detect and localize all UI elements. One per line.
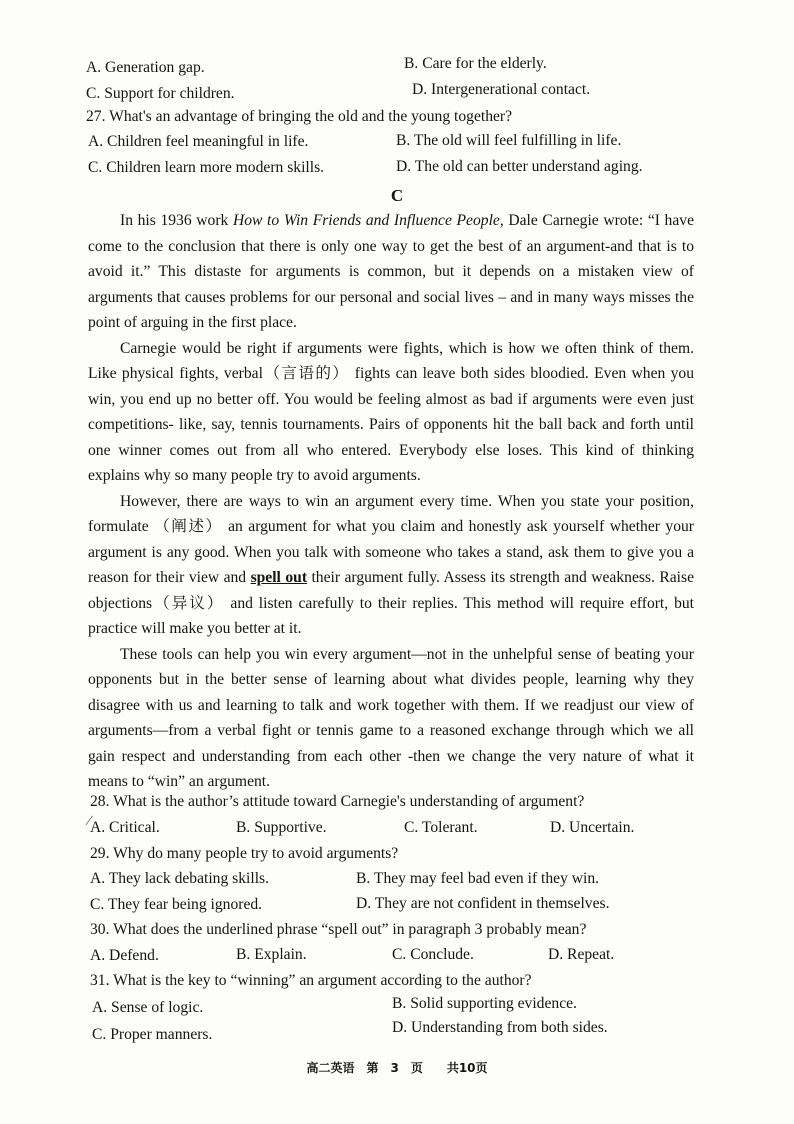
paragraph-3: However, there are ways to win an argument every time. When you state your position, formulate （阐述） an argument for what you claim and honestly ask yourself whether your argument is any good. When you talk with someone who takes a stand, ask them to give you a reason for their view and spell out their argument fully. Assess its strength and weakness. Raise objections（异议） and listen carefully to their replies. This method will require effort, but practice will make you better at it. bbox=[88, 492, 694, 637]
reading-passage bbox=[88, 208, 694, 795]
q28-option-a: A. Critical. bbox=[90, 819, 160, 836]
section-heading: C bbox=[390, 186, 404, 205]
q27-stem: 27. What's an advantage of bringing the old and the young together? bbox=[86, 108, 513, 125]
q28-option-b: B. Supportive. bbox=[236, 819, 327, 836]
q30-option-c: C. Conclude. bbox=[392, 946, 474, 963]
q31-stem: 31. What is the key to “winning” an argument according to the author? bbox=[90, 972, 532, 989]
q26-option-d: D. Intergenerational contact. bbox=[412, 81, 591, 98]
q26-option-c: C. Support for children. bbox=[86, 85, 235, 102]
q29-option-b: B. They may feel bad even if they win. bbox=[356, 870, 600, 887]
q29-option-d: D. They are not confident in themselves. bbox=[356, 895, 610, 912]
q27-option-d: D. The old can better understand aging. bbox=[396, 158, 643, 175]
q31-option-d: D. Understanding from both sides. bbox=[392, 1019, 608, 1036]
q26-option-a: A. Generation gap. bbox=[86, 59, 205, 76]
page-footer: 高二英语 第 3 页 共10页 bbox=[306, 1061, 488, 1075]
underlined-phrase: spell out bbox=[250, 569, 308, 586]
q28-stem: 28. What is the author’s attitude toward Carnegie's understanding of argument? bbox=[90, 793, 585, 810]
q31-option-c: C. Proper manners. bbox=[92, 1026, 213, 1043]
q28-option-d: D. Uncertain. bbox=[550, 819, 635, 836]
q28-option-c: C. Tolerant. bbox=[404, 819, 478, 836]
q31-option-a: A. Sense of logic. bbox=[92, 999, 204, 1016]
q30-stem: 30. What does the underlined phrase “spell out” in paragraph 3 probably mean? bbox=[90, 921, 587, 938]
q31-option-b: B. Solid supporting evidence. bbox=[392, 995, 577, 1012]
q30-option-d: D. Repeat. bbox=[548, 946, 615, 963]
q30-option-b: B. Explain. bbox=[236, 946, 307, 963]
q27-option-a: A. Children feel meaningful in life. bbox=[88, 133, 309, 150]
q30-option-a: A. Defend. bbox=[90, 947, 159, 964]
paragraph-2: Carnegie would be right if arguments were fights, which is how we often think of them. Like physical fights, verbal（言语的） fights can leave both sides bloodied. Even when you win, you end up no better off. You would be feeling almost as bad if arguments were even just competitions- like, say, tennis tournaments. Pairs of opponents hit the ball back and forth until one winner comes out from all who entered. Everybody else loses. This kind of thinking explains why so many people try to avoid arguments. bbox=[88, 339, 694, 484]
paragraph-1: In his 1936 work How to Win Friends and Influence People, Dale Carnegie wrote: “I have come to the conclusion that there is only one way to get the best of an argument-and that is to avoid it.” This distaste for arguments is common, but it depends on a mistaken view of arguments that causes problems for our personal and social lives – and in many ways misses the point of arguing in the first place. bbox=[88, 212, 694, 331]
q29-option-c: C. They fear being ignored. bbox=[90, 896, 263, 913]
paragraph-4: These tools can help you win every argument—not in the unhelpful sense of beating your opponents but in the better sense of learning about what divides people, learning why they disagree with us and learning to talk and work together with them. If we readjust our view of arguments—from a verbal fight or tennis game to a reasoned exchange through which we all gain respect and understanding from each other -then we change the very nature of what it means to “win” an argument. bbox=[88, 645, 694, 790]
q27-option-b: B. The old will feel fulfilling in life. bbox=[396, 132, 622, 149]
q29-stem: 29. Why do many people try to avoid arguments? bbox=[90, 845, 399, 862]
check-mark-icon: ∕ bbox=[88, 814, 91, 829]
q26-option-b: B. Care for the elderly. bbox=[404, 55, 547, 72]
q29-option-a: A. They lack debating skills. bbox=[90, 870, 270, 887]
q27-option-c: C. Children learn more modern skills. bbox=[88, 159, 325, 176]
book-title: How to Win Friends and Influence People bbox=[232, 212, 500, 229]
